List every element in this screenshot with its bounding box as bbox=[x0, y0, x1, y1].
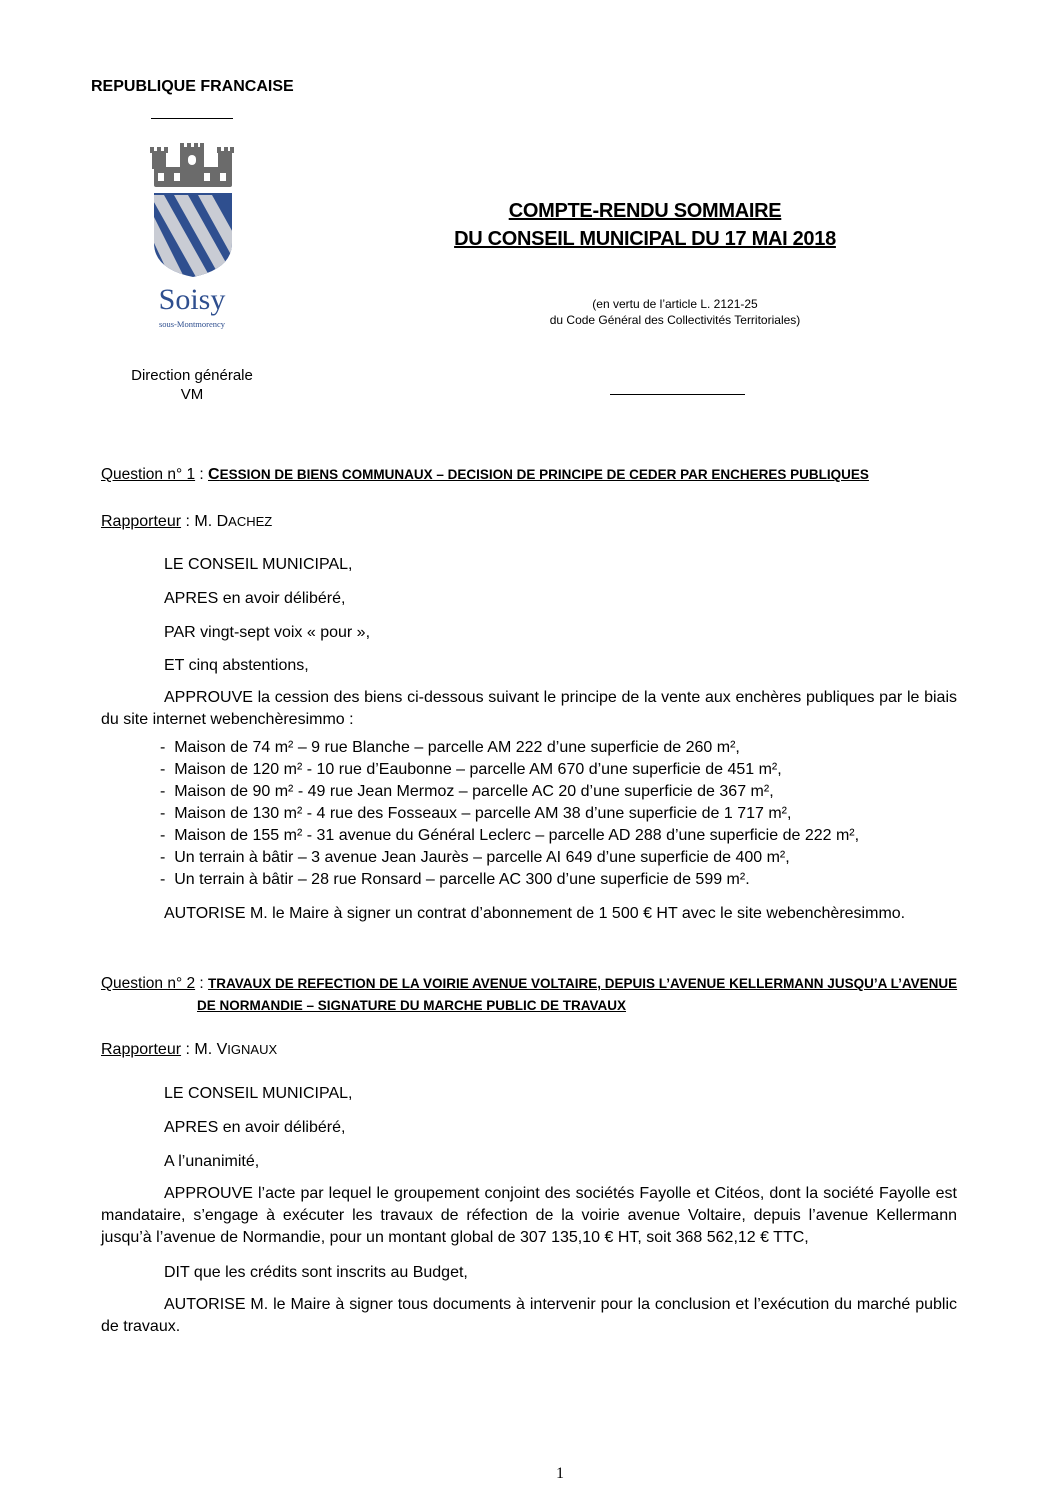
republique-heading: REPUBLIQUE FRANCAISE bbox=[91, 78, 294, 95]
legal-line-1: (en vertu de l’article L. 2121-25 bbox=[592, 297, 758, 311]
question-title: TRAVAUX DE REFECTION DE LA VOIRIE AVENUE VOLTAIRE, DEPUIS L’AVENUE KELLERMANN JUSQU’A L’AVENUE bbox=[208, 976, 958, 991]
deliberation-line: APRES en avoir délibéré, bbox=[164, 590, 346, 607]
rapporteur-1: Rapporteur : M. DACHEZ bbox=[101, 513, 273, 530]
question-label: Question n° 2 bbox=[101, 975, 196, 992]
soisy-coat-of-arms-logo bbox=[140, 143, 245, 333]
list-item: - Maison de 155 m² - 31 avenue du Général Leclerc – parcelle AD 288 d’une superficie de 222 m², bbox=[160, 825, 859, 847]
abstention-line: ET cinq abstentions, bbox=[164, 657, 309, 674]
question-2-heading: Question n° 2 : TRAVAUX DE REFECTION DE LA VOIRIE AVENUE VOLTAIRE, DEPUIS L’AVENUE KELLERMANN JUSQU’A L’AVENUE DE NORMANDIE – SIGNATURE DU MARCHE PUBLIC DE TRAVAUX bbox=[101, 975, 958, 1013]
authorise-paragraph: AUTORISE M. le Maire à signer un contrat d’abonnement de 1 500 € HT avec le site webenchèresimmo. bbox=[164, 905, 906, 922]
svg-text:Soisy: Soisy bbox=[158, 283, 226, 316]
legal-reference bbox=[470, 296, 880, 328]
page-number: 1 bbox=[556, 1465, 564, 1482]
rapporteur-label: Rapporteur bbox=[101, 1041, 182, 1058]
title-line-1: COMPTE-RENDU SOMMAIRE bbox=[508, 200, 782, 222]
budget-line: DIT que les crédits sont inscrits au Budget, bbox=[164, 1264, 468, 1281]
legal-line-2: du Code Général des Collectivités Territoriales) bbox=[549, 313, 801, 327]
direction-initials: VM bbox=[180, 386, 204, 403]
svg-text:sous-Montmorency: sous-Montmorency bbox=[158, 319, 226, 329]
vote-line: PAR vingt-sept voix « pour », bbox=[164, 624, 371, 641]
divider bbox=[151, 118, 233, 119]
rapporteur-2: Rapporteur : M. VIGNAUX bbox=[101, 1041, 278, 1058]
rapporteur-label: Rapporteur bbox=[101, 513, 182, 530]
authorise-paragraph: AUTORISE M. le Maire à signer tous documents à intervenir pour la conclusion et l’exécution du marché public de travaux. bbox=[101, 1296, 957, 1335]
question-1-heading: Question n° 1 : CESSION DE BIENS COMMUNAUX – DECISION DE PRINCIPE DE CEDER PAR ENCHERES PUBLIQUES bbox=[101, 466, 869, 483]
deliberation-line: APRES en avoir délibéré, bbox=[164, 1119, 346, 1136]
list-item: - Maison de 74 m² – 9 rue Blanche – parcelle AM 222 d’une superficie de 260 m², bbox=[160, 737, 859, 759]
question-title-continued: DE NORMANDIE – SIGNATURE DU MARCHE PUBLIC DE TRAVAUX bbox=[197, 998, 627, 1013]
direction-block bbox=[102, 366, 282, 404]
list-item: - Maison de 120 m² - 10 rue d’Eaubonne – parcelle AM 670 d’une superficie de 451 m², bbox=[160, 759, 859, 781]
council-line: LE CONSEIL MUNICIPAL, bbox=[164, 1085, 353, 1102]
property-list bbox=[160, 737, 859, 891]
list-item: - Maison de 130 m² - 4 rue des Fosseaux – parcelle AM 38 d’une superficie de 1 717 m², bbox=[160, 803, 859, 825]
vote-line: A l’unanimité, bbox=[164, 1153, 260, 1170]
list-item: - Un terrain à bâtir – 3 avenue Jean Jaurès – parcelle AI 649 d’une superficie de 400 m², bbox=[160, 847, 859, 869]
question-label: Question n° 1 bbox=[101, 466, 196, 483]
divider bbox=[610, 394, 745, 395]
approve-paragraph: APPROUVE l’acte par lequel le groupement conjoint des sociétés Fayolle et Citéos, dont la société Fayolle est mandataire, s’engage à exécuter les travaux de réfection de la voirie avenue Voltaire, depuis l’avenue Kellermann jusqu’à l’avenue de Normandie, pour un montant global de 307 135,10 € HT, soit 368 562,12 € TTC, bbox=[101, 1185, 957, 1246]
title-line-2: DU CONSEIL MUNICIPAL DU 17 MAI 2018 bbox=[454, 228, 836, 250]
approve-paragraph: APPROUVE la cession des biens ci-dessous suivant le principe de la vente aux enchères publiques par le biais du site internet webenchèresimmo : bbox=[101, 689, 957, 728]
council-line: LE CONSEIL MUNICIPAL, bbox=[164, 556, 353, 573]
list-item: - Un terrain à bâtir – 28 rue Ronsard – parcelle AC 300 d’une superficie de 599 m². bbox=[160, 869, 859, 891]
direction-line: Direction générale bbox=[131, 367, 253, 384]
document-title bbox=[420, 197, 870, 253]
list-item: - Maison de 90 m² - 49 rue Jean Mermoz – parcelle AC 20 d’une superficie de 367 m², bbox=[160, 781, 859, 803]
question-title: CESSION DE BIENS COMMUNAUX – DECISION DE PRINCIPE DE CEDER PAR ENCHERES PUBLIQUES bbox=[208, 466, 869, 483]
